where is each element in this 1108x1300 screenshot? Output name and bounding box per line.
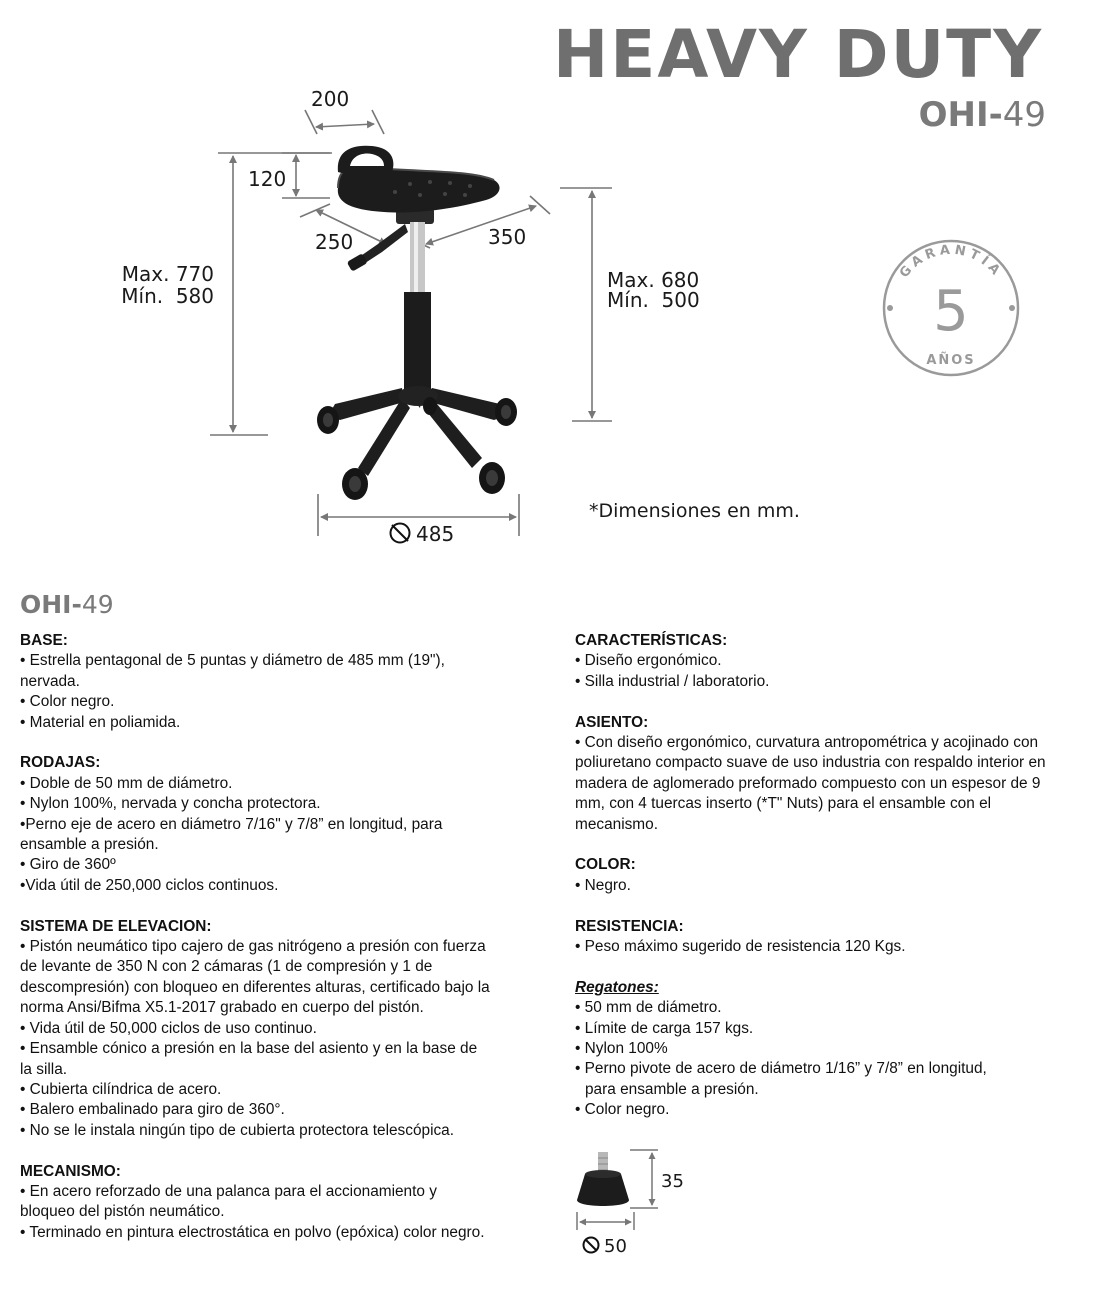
spec-line: nervada. xyxy=(20,672,80,690)
seat-height-max-label: Max. 680 xyxy=(607,268,700,292)
glide-height-label: 35 xyxy=(661,1171,684,1192)
spec-section-mecanismo xyxy=(20,1162,555,1244)
spec-line: ensamble a presión. xyxy=(20,836,159,854)
warranty-bottom-text: AÑOS xyxy=(926,353,976,368)
spec-line: bloqueo del pistón neumático. xyxy=(20,1203,225,1221)
seat-length-label: 350 xyxy=(488,225,527,249)
seat-width-label: 200 xyxy=(311,87,350,111)
glide-diagram xyxy=(560,1140,720,1260)
spec-title: RODAJAS: xyxy=(20,754,101,772)
spec-line: madera de aglomerado preformado compuesto con un espesor de 9 xyxy=(575,774,1041,792)
spec-section-elevacion xyxy=(20,917,555,1141)
spec-section-color xyxy=(575,855,1100,896)
stool-illustration xyxy=(317,146,517,500)
spec-line: • Nylon 100%, nervada y concha protectora. xyxy=(20,795,321,813)
spec-line: • En acero reforzado de una palanca para el accionamiento y xyxy=(20,1182,437,1200)
spec-line: mecanismo. xyxy=(575,815,658,833)
product-line-title: HEAVY DUTY xyxy=(553,16,1043,93)
spec-line: poliuretano compacto suave de uso industria con respaldo interior en xyxy=(575,754,1046,772)
seat-height-min-label: Mín. 500 xyxy=(607,288,700,312)
spec-line: norma Ansi/Bifma X5.1-2017 grabado en cuerpo del pistón. xyxy=(20,999,424,1017)
spec-line: • Pistón neumático tipo cajero de gas nitrógeno a presión con fuerza xyxy=(20,938,486,956)
spec-column-right xyxy=(575,631,1100,1141)
spec-title: RESISTENCIA: xyxy=(575,917,684,935)
spec-line: •Perno eje de acero en diámetro 7/16" y 7/8” en longitud, para xyxy=(20,815,443,833)
spec-title: MECANISMO: xyxy=(20,1162,121,1180)
spec-line: • Negro. xyxy=(575,876,631,894)
spec-section-rodajas xyxy=(20,753,555,896)
spec-line: • Silla industrial / laboratorio. xyxy=(575,672,770,690)
section-model-heading xyxy=(20,590,114,619)
spec-line: • Balero embalinado para giro de 360°. xyxy=(20,1101,285,1119)
warranty-seal xyxy=(884,241,1018,375)
warranty-number: 5 xyxy=(933,279,969,344)
model-prefix: OHI- xyxy=(918,95,1003,135)
spec-title: ASIENTO: xyxy=(575,713,649,731)
spec-line: • No se le instala ningún tipo de cubierta protectora telescópica. xyxy=(20,1121,455,1139)
spec-title: CARACTERÍSTICAS: xyxy=(575,632,728,649)
spec-title: BASE: xyxy=(20,632,68,649)
spec-line: • Límite de carga 157 kgs. xyxy=(575,1019,754,1037)
spec-line: • Terminado en pintura electrostática en polvo (epóxica) color negro. xyxy=(20,1223,485,1241)
spec-line: •Vida útil de 250,000 ciclos continuos. xyxy=(20,876,279,894)
spec-section-regatones xyxy=(575,978,1100,1121)
spec-line: • Cubierta cilíndrica de acero. xyxy=(20,1080,222,1098)
svg-text:GARANTÍA xyxy=(897,243,1005,281)
spec-line: • Ensamble cónico a presión en la base del asiento y en la base de xyxy=(20,1040,478,1058)
spec-line: • Doble de 50 mm de diámetro. xyxy=(20,774,233,792)
diameter-icon xyxy=(391,524,410,543)
spec-title: Regatones: xyxy=(575,978,659,996)
model-number: 49 xyxy=(1002,95,1046,135)
spec-title: COLOR: xyxy=(575,856,636,874)
spec-line: • Color negro. xyxy=(575,1101,670,1119)
spec-section-base xyxy=(20,631,555,733)
section-model-number: 49 xyxy=(81,590,114,619)
total-height-min-label: Mín. 580 xyxy=(121,284,214,308)
section-model-prefix: OHI- xyxy=(20,590,82,619)
dimensions-note: *Dimensiones en mm. xyxy=(589,500,800,522)
spec-line: la silla. xyxy=(20,1060,68,1078)
seat-depth-label: 250 xyxy=(315,230,354,254)
stool-diagram xyxy=(0,0,1108,560)
base-diameter-label: 485 xyxy=(416,522,455,546)
spec-line: • Vida útil de 50,000 ciclos de uso continuo. xyxy=(20,1019,317,1037)
glide-illustration xyxy=(577,1152,629,1206)
diameter-icon xyxy=(584,1238,599,1253)
spec-line: de levante de 350 N con 2 cámaras (1 de compresión y 1 de xyxy=(20,958,433,976)
spec-line: • 50 mm de diámetro. xyxy=(575,999,722,1017)
spec-section-resistencia xyxy=(575,917,1100,958)
spec-line: • Perno pivote de acero de diámetro 1/16” y 7/8” en longitud, xyxy=(575,1060,987,1078)
spec-line: • Diseño ergonómico. xyxy=(575,652,722,670)
spec-section-asiento xyxy=(575,713,1100,835)
spec-line: • Peso máximo sugerido de resistencia 120 Kgs. xyxy=(575,938,906,956)
glide-diameter-label: 50 xyxy=(604,1236,627,1257)
spec-column-left xyxy=(20,631,555,1264)
spec-line: • Material en poliamida. xyxy=(20,713,181,731)
spec-line: mm, con 4 tuercas inserto (*T" Nuts) para el ensamble con el xyxy=(575,795,992,813)
spec-title: SISTEMA DE ELEVACION: xyxy=(20,917,212,935)
total-height-max-label: Max. 770 xyxy=(121,262,214,286)
spec-line: para ensamble a presión. xyxy=(585,1080,759,1098)
spec-line: • Giro de 360º xyxy=(20,856,116,874)
spec-section-caracteristicas xyxy=(575,631,1100,692)
spec-line: • Nylon 100% xyxy=(575,1040,668,1058)
spec-line: • Estrella pentagonal de 5 puntas y diámetro de 485 mm (19"), xyxy=(20,652,445,670)
seat-height-label: 120 xyxy=(248,167,287,191)
spec-line: • Color negro. xyxy=(20,693,115,711)
spec-line: • Con diseño ergonómico, curvatura antropométrica y acojinado con xyxy=(575,734,1039,752)
spec-line: descompresión) con bloqueo en diferentes alturas, certificado bajo la xyxy=(20,978,490,996)
warranty-top-text: GARANTÍA xyxy=(896,242,1006,281)
